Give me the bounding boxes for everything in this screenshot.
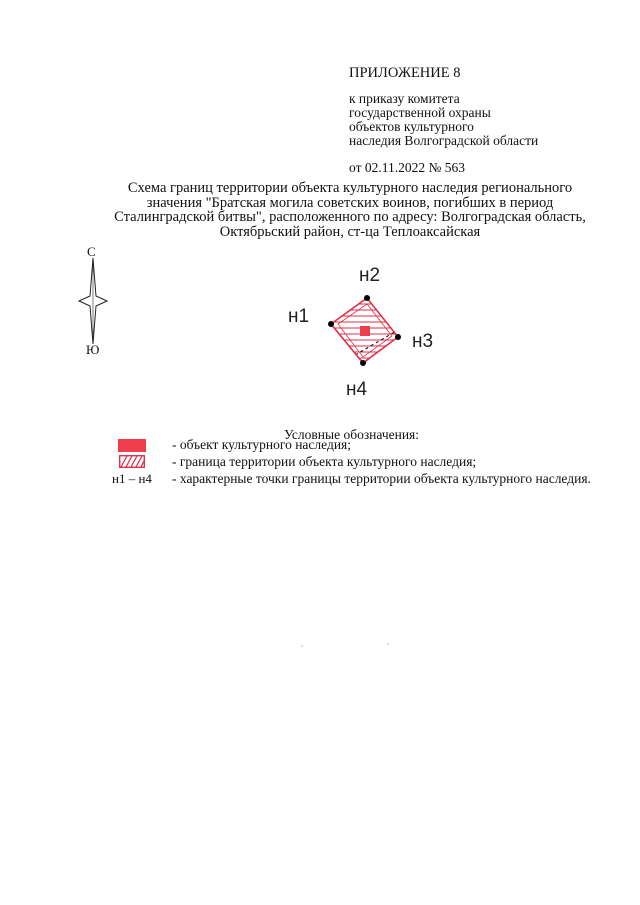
order-line-3: объектов культурного bbox=[349, 119, 474, 134]
scheme-title-line-4: Октябрьский район, ст-ца Теплоаксайская bbox=[219, 223, 481, 240]
point-n4-marker bbox=[360, 360, 366, 366]
compass bbox=[78, 244, 108, 359]
point-label-n3: н3 bbox=[412, 331, 434, 352]
point-label-n2: н2 bbox=[359, 265, 381, 286]
point-label-n1: н1 bbox=[288, 306, 310, 327]
boundary-map bbox=[280, 260, 450, 405]
point-n1-marker bbox=[328, 321, 334, 327]
order-line-2: государственной охраны bbox=[349, 105, 491, 120]
legend-row-boundary bbox=[112, 454, 612, 470]
order-line-4: наследия Волгоградской области bbox=[349, 133, 539, 148]
scan-specks bbox=[300, 640, 400, 650]
compass-south-label: Ю bbox=[86, 342, 100, 357]
legend-caption: Условные обозначения: bbox=[284, 427, 420, 442]
heritage-object-marker bbox=[360, 326, 370, 336]
legend-points-symbol: н1 – н4 bbox=[112, 471, 152, 486]
point-n2-marker bbox=[364, 295, 370, 301]
legend-row-object bbox=[112, 437, 612, 453]
scheme-title bbox=[90, 181, 610, 239]
compass-rose-icon bbox=[78, 258, 108, 344]
order-date: от 02.11.2022 № 563 bbox=[349, 160, 465, 175]
compass-north-label: С bbox=[87, 244, 96, 259]
appendix-header bbox=[349, 66, 629, 175]
legend-object-symbol bbox=[118, 439, 146, 452]
point-n3-marker bbox=[395, 334, 401, 340]
scheme-title-line-3: Сталинградской битвы", расположенного по адресу: Волгоградская область, bbox=[114, 209, 586, 225]
point-label-n4: н4 bbox=[346, 379, 368, 400]
appendix-title: ПРИЛОЖЕНИЕ 8 bbox=[349, 65, 461, 81]
legend-boundary-text: - граница территории объекта культурного наследия; bbox=[172, 454, 477, 469]
legend-boundary-symbol bbox=[119, 455, 145, 468]
scheme-title-line-1: Схема границ территории объекта культурного наследия регионального bbox=[127, 180, 573, 196]
scheme-title-line-2: значения "Братская могила советских воинов, погибших в период bbox=[146, 194, 554, 211]
legend-object-text: - объект культурного наследия; bbox=[172, 437, 352, 452]
legend-row-points bbox=[112, 471, 612, 487]
legend-points-text: - характерные точки границы территории объекта культурного наследия. bbox=[172, 471, 591, 486]
order-line-1: к приказу комитета bbox=[349, 91, 460, 106]
